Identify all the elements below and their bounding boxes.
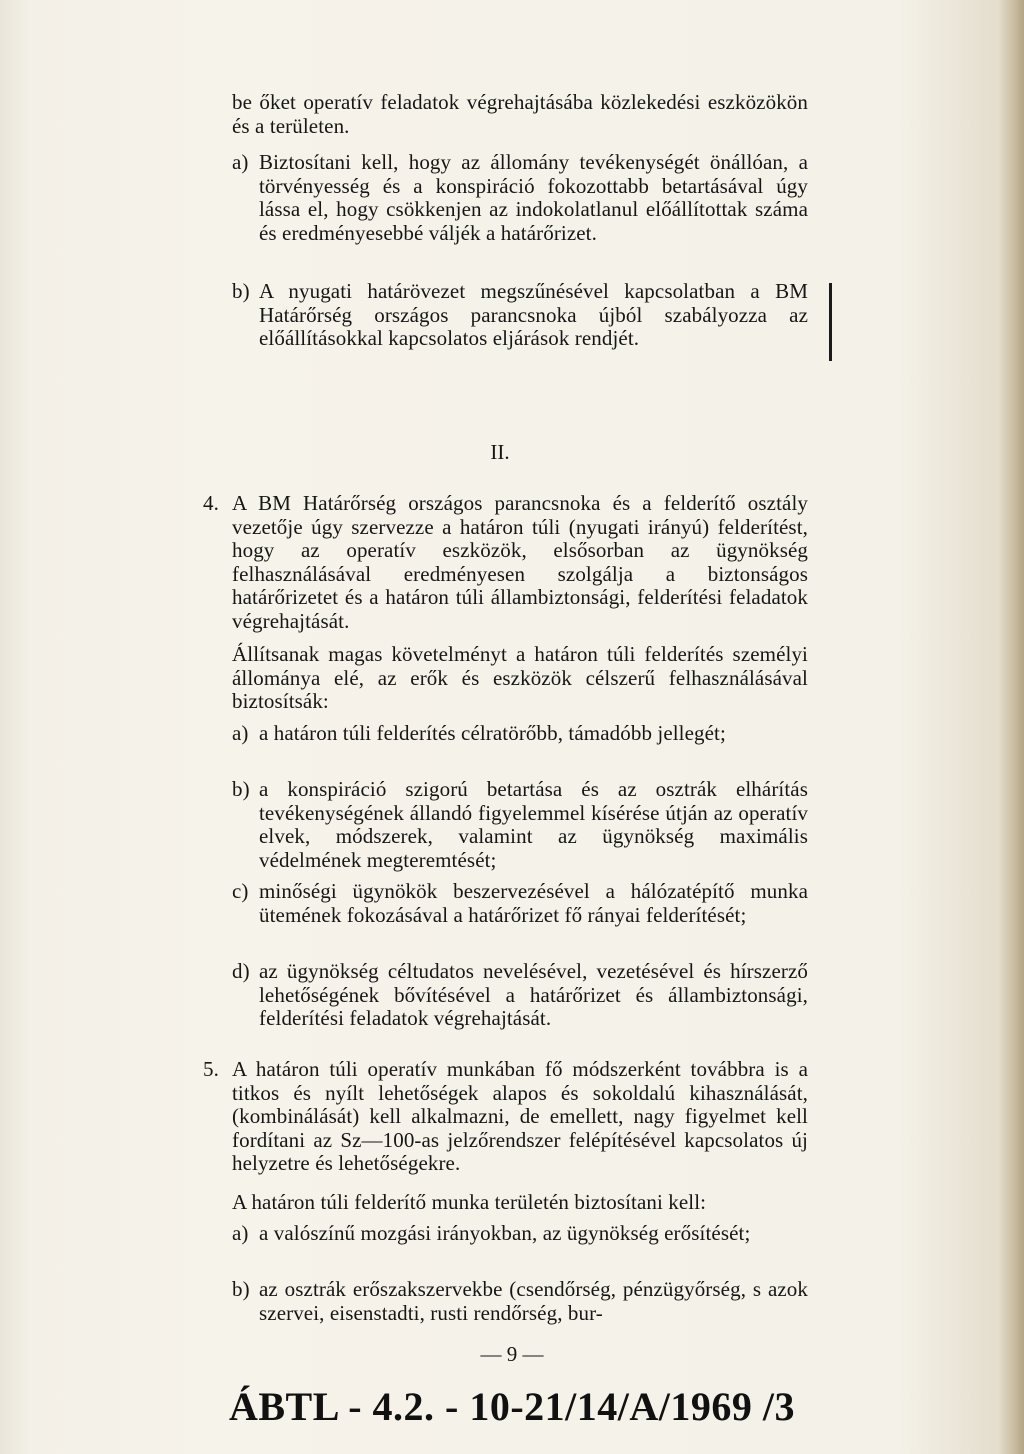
- list-item-text: Biztosítani kell, hogy az állomány tevékenységét önállóan, a törvényesség és a konspiráció fokozottabb betartásával úgy lássa el, hogy csökkenjen az indokolatlanul előállítottak száma és eredményesebbé váljék a határőrizet.: [259, 150, 808, 245]
- paragraph-number: 5.: [203, 1057, 219, 1081]
- paragraph-5-text: A határon túli operatív munkában fő módszerként továbbra is a titkos és nyílt lehetőségek alapos és sokoldalú kihasználását, (kombinálását) kell alkalmazni, de emellett, nagy figyelmet kell fordítani az Sz—100-as jelzőrendszer felépítésével kapcsolatos új helyzetre és lehetőségekre.: [232, 1057, 808, 1176]
- list-item-d: [232, 960, 808, 1031]
- list-item-label: d): [232, 959, 250, 983]
- list-item-label: a): [232, 721, 249, 745]
- page-number: — 9 —: [480, 1342, 544, 1366]
- list-item-text: minőségi ügynökök beszervezésével a hálózatépítő munka ütemének fokozásával a határőrizet fő rányai felderítését;: [259, 879, 808, 927]
- list-item-label: a): [232, 1221, 249, 1245]
- list-item-label: b): [232, 1277, 250, 1301]
- list-item-text: A nyugati határövezet megszűnésével kapcsolatban a BM Határőrség országos parancsnoka újból szabályozza az előállításokkal kapcsolatos eljárások rendjét.: [259, 279, 808, 351]
- list-item-label: c): [232, 879, 249, 903]
- list-item-text: az osztrák erőszakszervekbe (csendőrség, pénzügyőrség, s azok szervei, eisenstadti, rusti rendőrség, bur-: [259, 1277, 808, 1325]
- list-item-text: a határon túli felderítés célratörőbb, támadóbb jellegét;: [259, 721, 726, 745]
- list-item-label: b): [232, 279, 250, 303]
- paragraph-4-text: A BM Határőrség országos parancsnoka és a felderítő osztály vezetője úgy szervezze a határon túli (nyugati irányú) felderítést, hogy az operatív eszközök, elsősorban az ügynökség felhasználásával eredményesen szolgálja a biztonságos határőrizetet és a határon túli állambiztonsági, felderítési feladatok végrehajtását.: [232, 491, 808, 633]
- list-item-label: b): [232, 777, 250, 801]
- list-item-text: a valószínű mozgási irányokban, az ügynökség erősítését;: [259, 1221, 751, 1245]
- list-item-b: [232, 280, 808, 351]
- archive-reference-stamp: ÁBTL - 4.2. - 10-21/14/A/1969 /3: [228, 1384, 796, 1429]
- paragraph-number: 4.: [203, 491, 219, 515]
- list-item-a: [232, 151, 808, 245]
- page-edge-shadow: [998, 0, 1024, 1454]
- list-item-text: a konspiráció szigorú betartása és az osztrák elhárítás tevékenységének állandó figyelemmel kísérése útján az operatív elvek, módszerek, valamint az ügynökség maximális védelmének megteremtését;: [259, 777, 808, 872]
- paragraph-5-subintro: A határon túli felderítő munka területén biztosítani kell:: [232, 1190, 707, 1214]
- section-heading: II.: [490, 440, 510, 464]
- list-item-b: [232, 778, 808, 872]
- margin-marker-line: [829, 283, 832, 361]
- list-item-a: [232, 1222, 808, 1246]
- list-item-label: a): [232, 150, 249, 174]
- paragraph-4-subintro: Állítsanak magas követelményt a határon túli felderítés személyi állománya elé, az erők és eszközök célszerű felhasználásával biztosítsák:: [232, 642, 808, 714]
- list-item-b: [232, 1278, 808, 1325]
- list-item-c: [232, 880, 808, 927]
- intro-paragraph: be őket operatív feladatok végrehajtásába közlekedési eszközökön és a területen.: [232, 90, 808, 138]
- list-item-text: az ügynökség céltudatos nevelésével, vezetésével és hírszerző lehetőségének bővítésével a határőrizet és állambiztonsági, felderítési feladatok végrehajtását.: [259, 959, 808, 1031]
- list-item-a: [232, 722, 808, 746]
